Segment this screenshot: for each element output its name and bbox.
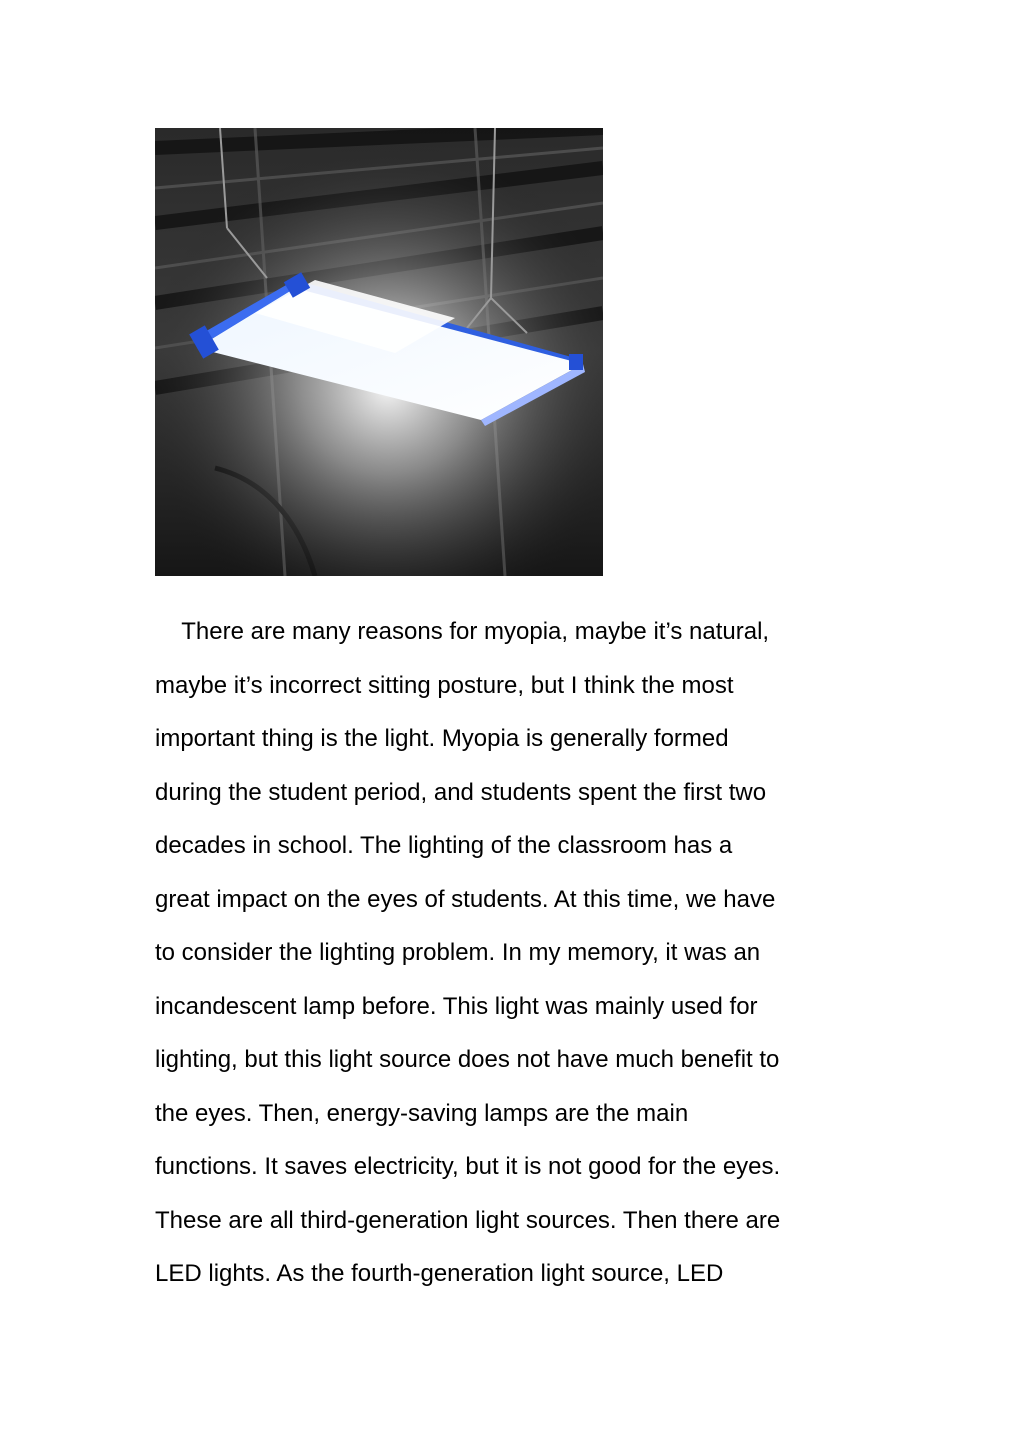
body-line: to consider the lighting problem. In my memory, it was an	[155, 939, 761, 966]
body-line: important thing is the light. Myopia is generally formed	[155, 725, 729, 752]
body-line: LED lights. As the fourth-generation light source, LED	[155, 1260, 724, 1287]
body-line: lighting, but this light source does not have much benefit to	[155, 1046, 780, 1073]
body-line: incandescent lamp before. This light was mainly used for	[155, 992, 758, 1020]
body-line: There are many reasons for myopia, maybe it’s natural,	[155, 618, 770, 645]
body-line: functions. It saves electricity, but it is not good for the eyes.	[155, 1153, 781, 1180]
body-line: the eyes. Then, energy-saving lamps are the main	[155, 1099, 689, 1127]
body-line: maybe it’s incorrect sitting posture, but I think the most	[155, 671, 734, 699]
body-text	[155, 605, 885, 1301]
body-line: during the student period, and students spent the first two	[155, 778, 767, 806]
body-line: decades in school. The lighting of the classroom has a	[155, 832, 733, 859]
body-line: These are all third-generation light sources. Then there are	[155, 1206, 781, 1234]
body-line: great impact on the eyes of students. At this time, we have	[155, 885, 776, 913]
led-panel-photo	[155, 128, 603, 576]
